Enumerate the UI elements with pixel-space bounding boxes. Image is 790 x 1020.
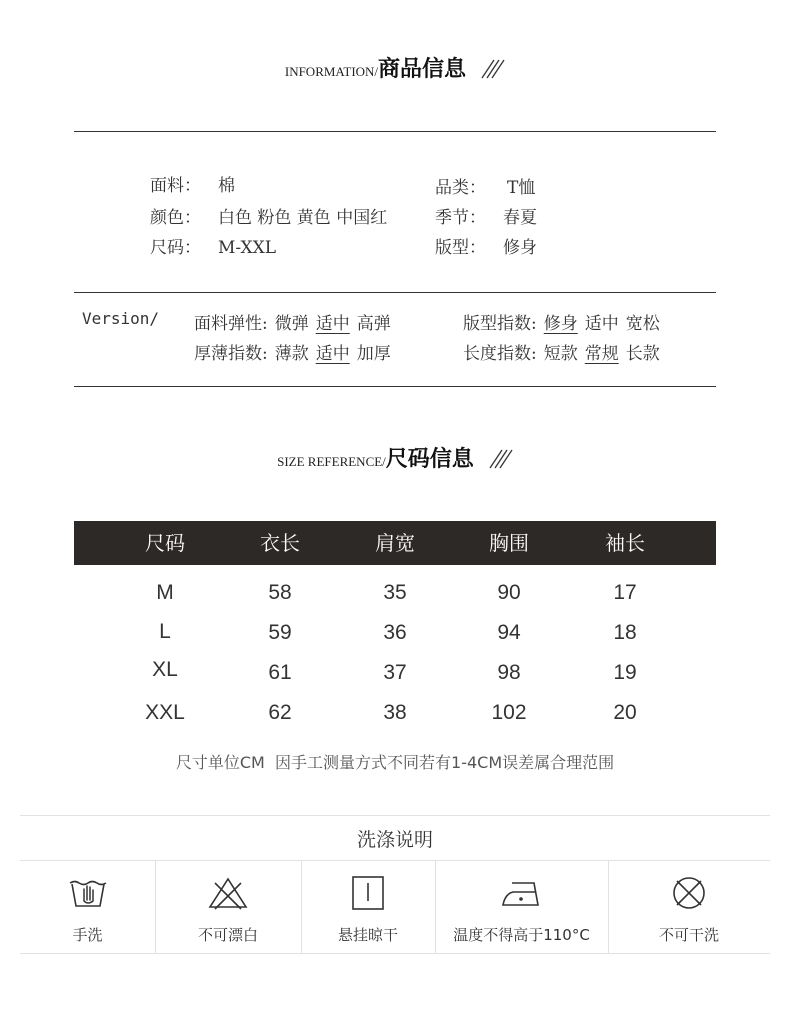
index-option-selected: 适中 <box>315 314 350 334</box>
info-size <box>150 233 276 258</box>
index-option-selected: 修身 <box>543 314 578 334</box>
info-value: 修身 <box>503 238 537 258</box>
divider <box>20 953 770 954</box>
info-key: 尺码： <box>150 238 201 258</box>
info-material <box>150 171 235 196</box>
care-item-hang-dry <box>301 861 435 953</box>
index-option: 加厚 <box>356 344 391 364</box>
index-option: 微弹 <box>274 314 309 334</box>
info-color <box>150 203 387 228</box>
table-cell: 98 <box>497 661 521 684</box>
info-key: 版型： <box>435 238 486 258</box>
table-cell: 102 <box>491 701 527 724</box>
info-value: 白色 粉色 黄色 中国红 <box>218 208 388 228</box>
info-heading-cn: 商品信息 <box>378 57 467 82</box>
table-cell: 37 <box>383 661 407 684</box>
index-option: 短款 <box>543 344 578 364</box>
hang-dry-icon <box>347 875 389 911</box>
size-heading-en: SIZE REFERENCE/ <box>277 454 386 469</box>
index-thickness <box>194 339 391 364</box>
table-header-cell: 尺码 <box>145 531 185 555</box>
care-item-no-dry-clean <box>608 861 770 953</box>
care-label: 不可干洗 <box>658 926 719 944</box>
table-cell: 58 <box>268 581 292 604</box>
info-key: 颜色： <box>150 208 201 228</box>
index-name: 厚薄指数: <box>194 344 268 364</box>
care-label: 手洗 <box>72 926 103 944</box>
info-key: 面料： <box>150 176 201 196</box>
info-key: 品类： <box>435 178 486 198</box>
table-cell: 17 <box>613 581 637 604</box>
info-category <box>435 173 535 198</box>
index-fit <box>463 309 660 334</box>
info-heading <box>0 52 790 83</box>
info-heading-en: INFORMATION/ <box>284 64 379 79</box>
table-cell: 35 <box>383 581 407 604</box>
info-key: 季节： <box>435 208 486 228</box>
care-label: 悬挂晾干 <box>337 926 398 944</box>
care-title: 洗涤说明 <box>356 829 433 851</box>
table-cell: 90 <box>497 581 521 604</box>
care-label: 温度不得高于110°C <box>453 926 590 944</box>
table-header-cell: 胸围 <box>489 531 529 555</box>
hatch-icon <box>489 448 513 470</box>
table-header-cell: 肩宽 <box>375 531 415 555</box>
table-cell: 20 <box>613 701 637 724</box>
index-option-selected: 常规 <box>584 344 619 364</box>
table-cell: L <box>159 620 171 643</box>
table-cell: 59 <box>268 621 292 644</box>
divider <box>20 815 770 816</box>
index-option: 适中 <box>584 314 619 334</box>
size-note: 尺寸单位CM 因手工测量方式不同若有1-4CM误差属合理范围 <box>175 753 615 772</box>
size-heading <box>0 442 790 473</box>
index-option: 薄款 <box>274 344 309 364</box>
table-header-cell: 衣长 <box>260 531 300 555</box>
care-item-iron <box>435 861 608 953</box>
divider <box>74 386 716 387</box>
index-elasticity <box>194 309 391 334</box>
index-name: 版型指数: <box>463 314 537 334</box>
index-length <box>463 339 660 364</box>
index-name: 面料弹性: <box>194 314 268 334</box>
hatch-icon <box>481 58 505 80</box>
table-cell: XL <box>152 658 178 681</box>
index-name: 长度指数: <box>463 344 537 364</box>
table-cell: XXL <box>145 701 185 724</box>
version-label: Version/ <box>82 309 160 328</box>
info-value: 棉 <box>218 176 235 196</box>
index-option-selected: 适中 <box>315 344 350 364</box>
info-fit <box>435 233 537 258</box>
divider <box>74 292 716 293</box>
table-header-cell: 袖长 <box>605 531 645 555</box>
care-item-hand-wash <box>20 861 155 953</box>
size-table-header <box>74 521 716 565</box>
info-value: 春夏 <box>503 208 537 228</box>
table-cell: 18 <box>613 621 637 644</box>
table-cell: M <box>156 581 174 604</box>
size-heading-cn: 尺码信息 <box>385 447 474 472</box>
no-dry-clean-icon <box>668 875 710 911</box>
table-cell: 19 <box>613 661 637 684</box>
care-label: 不可漂白 <box>197 926 258 944</box>
no-bleach-icon <box>207 875 249 911</box>
table-cell: 38 <box>383 701 407 724</box>
care-item-no-bleach <box>155 861 301 953</box>
info-season <box>435 203 537 228</box>
index-option: 宽松 <box>625 314 660 334</box>
table-cell: 61 <box>268 661 292 684</box>
table-cell: 36 <box>383 621 407 644</box>
index-option: 高弹 <box>356 314 391 334</box>
info-value: M-XXL <box>218 238 277 258</box>
iron-icon <box>499 875 545 911</box>
hand-wash-icon <box>67 875 109 911</box>
table-cell: 94 <box>497 621 521 644</box>
index-option: 长款 <box>625 344 660 364</box>
table-cell: 62 <box>268 701 292 724</box>
divider <box>74 131 716 132</box>
info-value: T恤 <box>507 178 536 198</box>
